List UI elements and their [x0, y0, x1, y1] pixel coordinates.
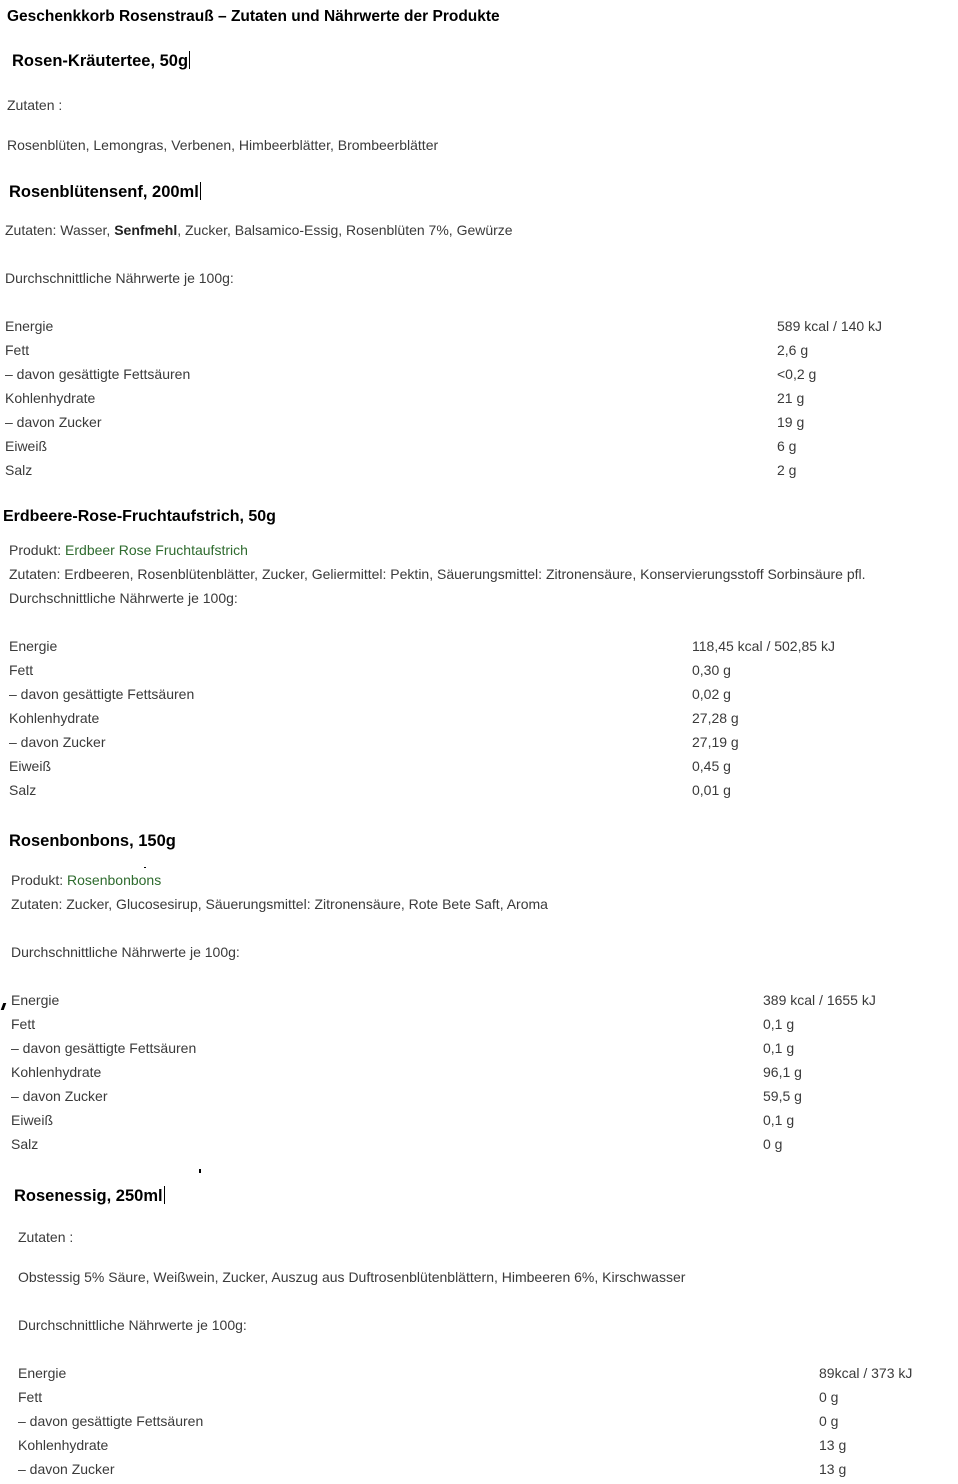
- stray-mark: [1, 1003, 7, 1010]
- nutrition-label: Energie: [9, 638, 58, 654]
- nutrition-value: 19 g: [777, 414, 805, 430]
- nutrition-value: 0 g: [819, 1413, 839, 1429]
- senf-zutaten-allergen: Senfmehl: [114, 222, 178, 238]
- nutrition-value: 21 g: [777, 390, 805, 406]
- stray-mark: [144, 867, 146, 868]
- nutrition-value: 96,1 g: [763, 1064, 802, 1080]
- nutrition-value: 0,1 g: [763, 1112, 795, 1128]
- aufstrich-produkt: [9, 542, 248, 558]
- nutrition-label: – davon gesättigte Fettsäuren: [5, 366, 191, 382]
- bonbons-produkt: [11, 872, 161, 888]
- nutrition-label: – davon gesättigte Fettsäuren: [18, 1413, 204, 1429]
- senf-heading: [9, 182, 201, 202]
- nutrition-label: – davon gesättigte Fettsäuren: [9, 686, 195, 702]
- nutrition-label: Eiweiß: [9, 758, 52, 774]
- nutrition-label: Energie: [18, 1365, 67, 1381]
- aufstrich-zutaten: Zutaten: Erdbeeren, Rosenblütenblätter, Zucker, Geliermittel: Pektin, Säuerungsmittel: Zitronensäure, Konservierungsstoff Sorbinsäure pfl.: [9, 566, 866, 582]
- bonbons-produkt-link[interactable]: Rosenbonbons: [67, 872, 162, 888]
- nutrition-label: Salz: [9, 782, 37, 798]
- nutrition-value: 13 g: [819, 1461, 847, 1477]
- nutrition-value: 0,01 g: [692, 782, 731, 798]
- nutrition-label: Fett: [5, 342, 30, 358]
- nutrition-label: Kohlenhydrate: [5, 390, 96, 406]
- nutrition-value: 118,45 kcal / 502,85 kJ: [692, 638, 835, 654]
- nutrition-value: 89kcal / 373 kJ: [819, 1365, 913, 1381]
- stray-mark: [199, 1169, 201, 1173]
- nutrition-label: Fett: [9, 662, 34, 678]
- tee-heading: [12, 51, 190, 71]
- nutrition-label: Fett: [18, 1389, 43, 1405]
- nutrition-label: – davon gesättigte Fettsäuren: [11, 1040, 197, 1056]
- text-cursor: [164, 1186, 165, 1204]
- nutrition-label: Fett: [11, 1016, 36, 1032]
- nutrition-value: 0 g: [763, 1136, 783, 1152]
- nutrition-value: 389 kcal / 1655 kJ: [763, 992, 876, 1008]
- nutrition-value: 13 g: [819, 1437, 847, 1453]
- essig-heading-text: Rosenessig, 250ml: [14, 1187, 163, 1205]
- text-cursor: [189, 51, 190, 69]
- nutrition-label: Kohlenhydrate: [9, 710, 100, 726]
- nutrition-value: 0,30 g: [692, 662, 731, 678]
- nutrition-value: 6 g: [777, 438, 797, 454]
- nutrition-value: 0 g: [819, 1389, 839, 1405]
- nutrition-label: – davon Zucker: [9, 734, 106, 750]
- bonbons-heading: Rosenbonbons, 150g: [9, 832, 176, 850]
- nutrition-value: <0,2 g: [777, 366, 817, 382]
- nutrition-label: Salz: [5, 462, 33, 478]
- nutrition-label: Energie: [5, 318, 54, 334]
- nutrition-value: 2,6 g: [777, 342, 809, 358]
- text-cursor: [200, 182, 201, 200]
- senf-zutaten: [5, 222, 513, 238]
- tee-zutaten: Rosenblüten, Lemongras, Verbenen, Himbeerblätter, Brombeerblätter: [7, 137, 439, 153]
- senf-zutaten-suffix: , Zucker, Balsamico-Essig, Rosenblüten 7%, Gewürze: [177, 222, 513, 238]
- nutrition-value: 2 g: [777, 462, 797, 478]
- bonbons-zutaten: Zutaten: Zucker, Glucosesirup, Säuerungsmittel: Zitronensäure, Rote Bete Saft, Aroma: [11, 896, 548, 912]
- nutrition-label: – davon Zucker: [18, 1461, 115, 1477]
- nutrition-label: Eiweiß: [5, 438, 48, 454]
- nutrition-label: – davon Zucker: [11, 1088, 108, 1104]
- nutrition-value: 589 kcal / 140 kJ: [777, 318, 883, 334]
- nutrition-label: Energie: [11, 992, 60, 1008]
- nutrition-label: Eiweiß: [11, 1112, 54, 1128]
- tee-heading-text: Rosen-Kräutertee, 50g: [12, 52, 189, 70]
- bonbons-produkt-label: Produkt:: [11, 872, 68, 888]
- senf-heading-text: Rosenblütensenf, 200ml: [9, 183, 199, 201]
- nutrition-value: 0,45 g: [692, 758, 731, 774]
- nutrition-value: 27,19 g: [692, 734, 739, 750]
- essig-zutaten-label: Zutaten :: [18, 1229, 74, 1245]
- essig-heading: [14, 1186, 165, 1206]
- nutrition-value: 59,5 g: [763, 1088, 802, 1104]
- essig-naehrwerte-label: Durchschnittliche Nährwerte je 100g:: [18, 1317, 247, 1333]
- nutrition-value: 0,02 g: [692, 686, 731, 702]
- senf-zutaten-prefix: Zutaten: Wasser,: [5, 222, 115, 238]
- aufstrich-naehrwerte-label: Durchschnittliche Nährwerte je 100g:: [9, 590, 238, 606]
- nutrition-label: Kohlenhydrate: [11, 1064, 102, 1080]
- aufstrich-heading: Erdbeere-Rose-Fruchtaufstrich, 50g: [3, 508, 276, 525]
- senf-naehrwerte-label: Durchschnittliche Nährwerte je 100g:: [5, 270, 234, 286]
- tee-zutaten-label: Zutaten :: [7, 97, 63, 113]
- nutrition-value: 0,1 g: [763, 1016, 795, 1032]
- nutrition-value: 27,28 g: [692, 710, 739, 726]
- nutrition-label: Salz: [11, 1136, 39, 1152]
- nutrition-label: Kohlenhydrate: [18, 1437, 109, 1453]
- aufstrich-produkt-label: Produkt:: [9, 542, 66, 558]
- aufstrich-produkt-link[interactable]: Erdbeer Rose Fruchtaufstrich: [65, 542, 248, 558]
- nutrition-label: – davon Zucker: [5, 414, 102, 430]
- nutrition-value: 0,1 g: [763, 1040, 795, 1056]
- bonbons-naehrwerte-label: Durchschnittliche Nährwerte je 100g:: [11, 944, 240, 960]
- essig-zutaten: Obstessig 5% Säure, Weißwein, Zucker, Auszug aus Duftrosenblütenblättern, Himbeeren 6%, Kirschwasser: [18, 1269, 686, 1285]
- page-title: Geschenkkorb Rosenstrauß – Zutaten und Nährwerte der Produkte: [7, 8, 500, 25]
